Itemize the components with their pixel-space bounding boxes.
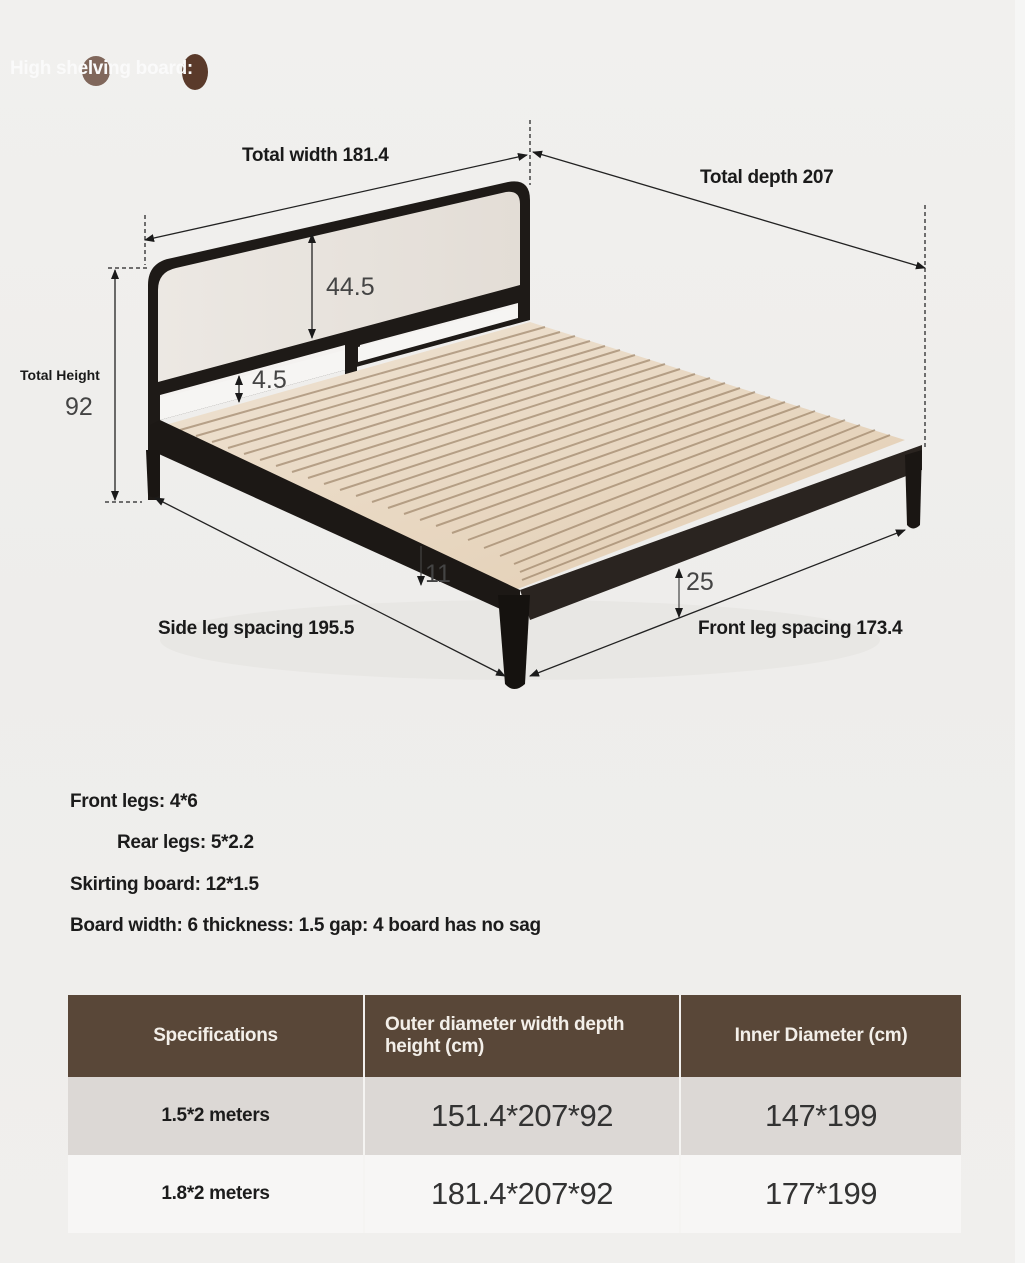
section-heading-cutoff: High shelving board: <box>10 58 193 79</box>
table-row <box>68 1077 961 1155</box>
headboard-height-label: 44.5 <box>326 273 375 301</box>
cell-inner: 177*199 <box>680 1155 961 1233</box>
total-height-value: 92 <box>65 393 93 421</box>
spec-rear-legs: Rear legs: 5*2.2 <box>117 832 254 853</box>
total-width-label: Total width 181.4 <box>242 145 389 166</box>
header-inner-diameter: Inner Diameter (cm) <box>680 995 961 1077</box>
spec-board-details: Board width: 6 thickness: 1.5 gap: 4 board has no sag <box>70 915 541 936</box>
header-outer-diameter: Outer diameter width depth height (cm) <box>364 995 680 1077</box>
total-depth-label: Total depth 207 <box>700 167 834 188</box>
front-leg-spacing-label: Front leg spacing 173.4 <box>698 618 903 639</box>
spec-front-legs: Front legs: 4*6 <box>70 791 198 812</box>
specifications-table <box>68 995 961 1233</box>
cell-spec: 1.5*2 meters <box>68 1077 364 1155</box>
cell-outer: 181.4*207*92 <box>364 1155 680 1233</box>
ground-clearance-label: 25 <box>686 568 714 596</box>
side-leg-spacing-label: Side leg spacing 195.5 <box>158 618 355 639</box>
table-header-row <box>68 995 961 1077</box>
table-row <box>68 1155 961 1233</box>
cell-outer: 151.4*207*92 <box>364 1077 680 1155</box>
cell-spec: 1.8*2 meters <box>68 1155 364 1233</box>
header-specifications: Specifications <box>68 995 364 1077</box>
cell-inner: 147*199 <box>680 1077 961 1155</box>
headboard-gap-label: 4.5 <box>252 366 287 394</box>
spec-skirting-board: Skirting board: 12*1.5 <box>70 874 259 895</box>
side-rail-drop-label: 11 <box>425 560 451 588</box>
total-height-label: Total Height <box>20 367 100 383</box>
